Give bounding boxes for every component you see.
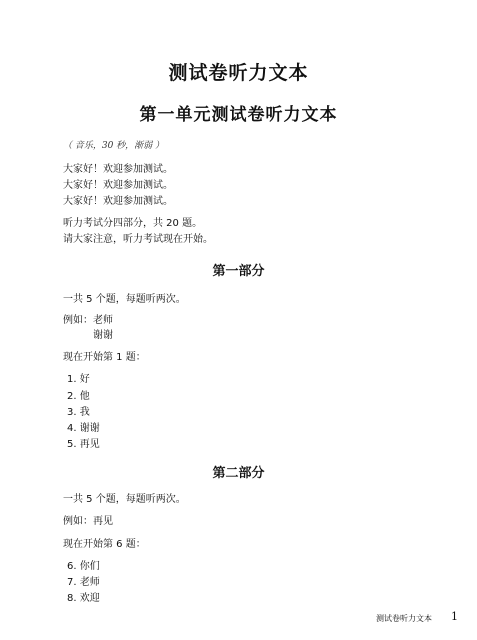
greeting-line: 大家好！欢迎参加测试。 [63, 164, 173, 175]
intro-line: 请大家注意，听力考试现在开始。 [63, 234, 213, 245]
document-subtitle: 第一单元测试卷听力文本 [139, 105, 338, 125]
part2-example: 例如：再见 [63, 516, 113, 527]
greeting-line: 大家好！欢迎参加测试。 [63, 180, 173, 191]
part1-heading: 第一部分 [212, 264, 265, 279]
list-item: 1. 好 [67, 374, 90, 385]
page-number: 1 [451, 610, 458, 623]
part2-heading: 第二部分 [212, 466, 265, 481]
part1-example: 例如：老师 [63, 315, 113, 326]
part2-instruction: 一共 5 个题，每题听两次。 [63, 494, 186, 505]
document-title: 测试卷听力文本 [168, 62, 309, 84]
list-item: 6. 你们 [67, 561, 100, 572]
list-item: 5. 再见 [67, 439, 100, 450]
part1-start: 现在开始第 1 题： [63, 352, 146, 363]
footer-label: 测试卷听力文本 [376, 614, 432, 623]
intro-line: 听力考试分四部分，共 20 题。 [63, 218, 203, 229]
list-item: 4. 谢谢 [67, 423, 100, 434]
list-item: 8. 欢迎 [67, 593, 100, 604]
list-item: 2. 他 [67, 391, 90, 402]
list-item: 3. 我 [67, 407, 90, 418]
part2-start: 现在开始第 6 题： [63, 539, 146, 550]
stage-note: （ 音乐，30 秒，渐弱 ） [63, 141, 165, 151]
part1-instruction: 一共 5 个题，每题听两次。 [63, 294, 186, 305]
part1-example-extra: 谢谢 [93, 330, 113, 341]
list-item: 7. 老师 [67, 577, 100, 588]
greeting-line: 大家好！欢迎参加测试。 [63, 196, 173, 207]
